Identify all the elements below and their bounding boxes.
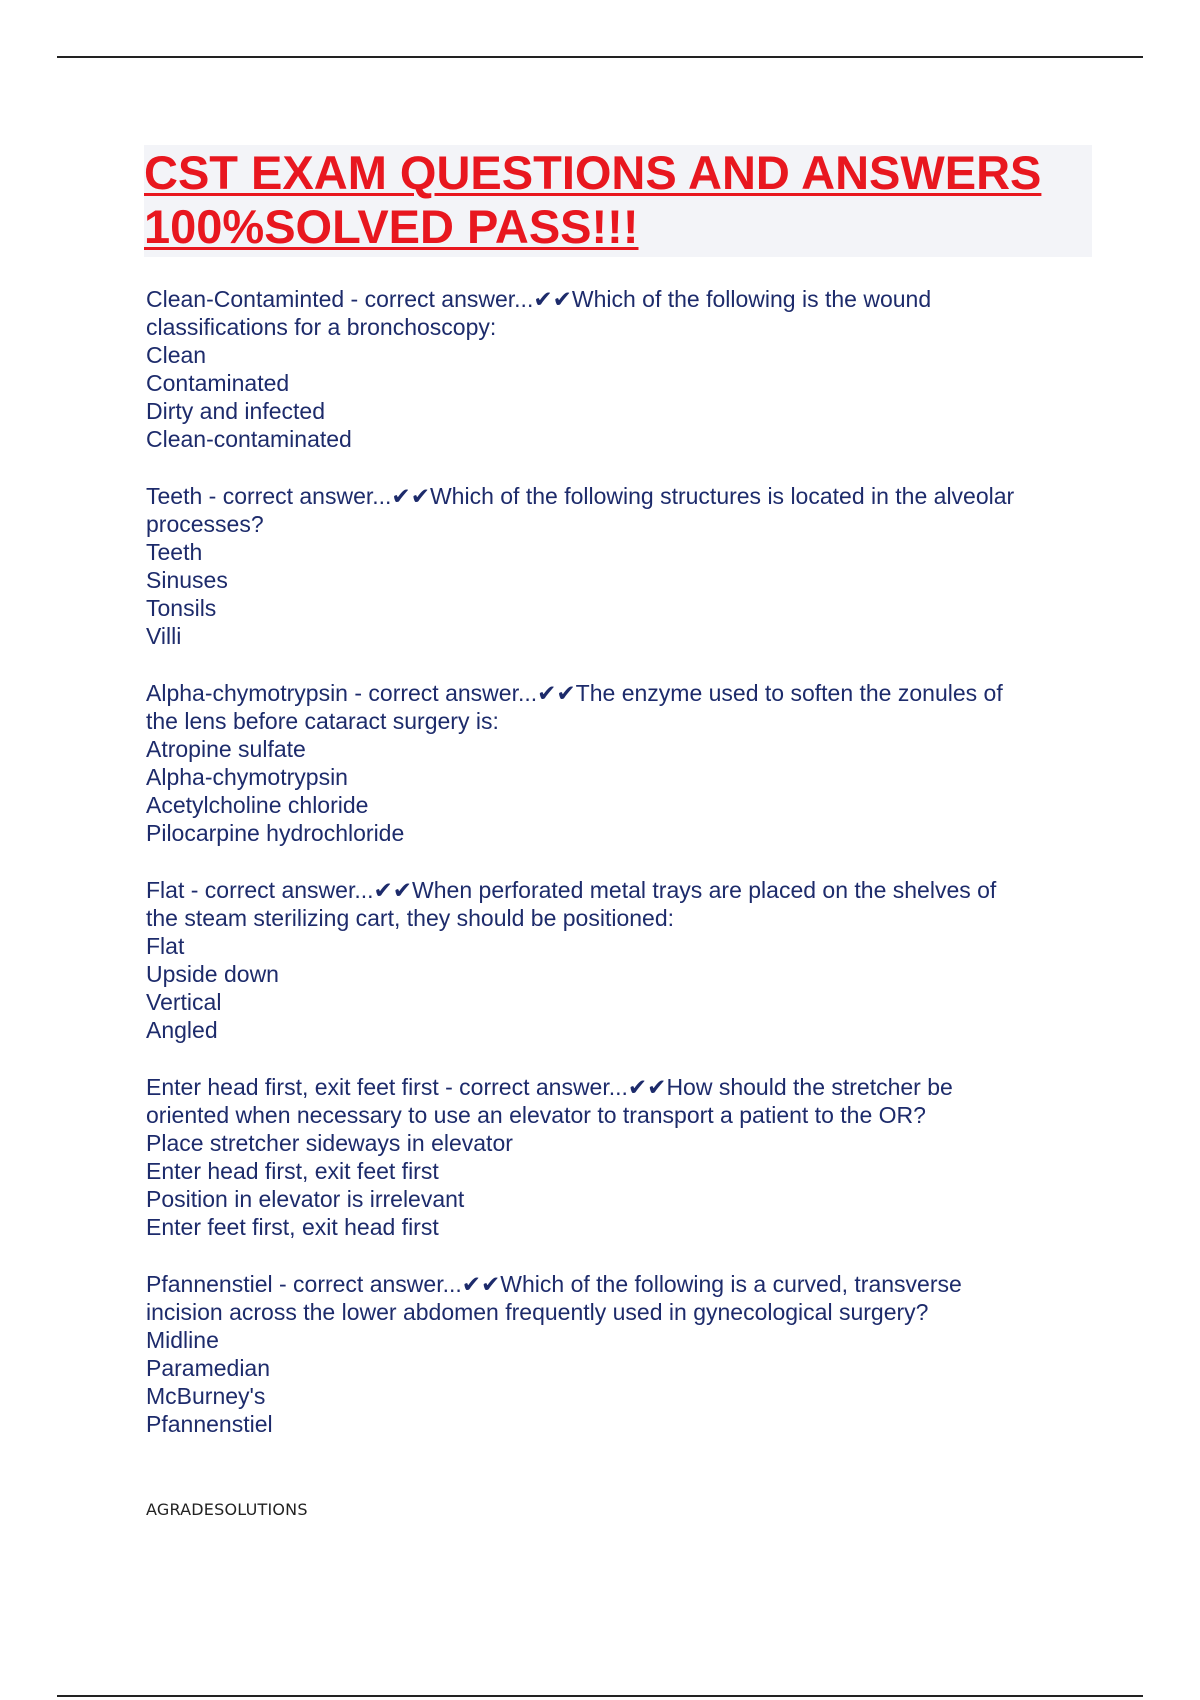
question-line: Clean-Contaminted - correct answer...✔✔Which of the following is the wound — [146, 286, 932, 312]
answer-option: Position in elevator is irrelevant — [146, 1186, 465, 1212]
question-line: classifications for a bronchoscopy: — [146, 314, 497, 340]
answer-option: Enter head first, exit feet first — [146, 1158, 439, 1184]
title-line-2: 100%SOLVED PASS!!! — [144, 200, 639, 253]
question-line: incision across the lower abdomen frequently used in gynecological surgery? — [146, 1299, 929, 1325]
question-line: the steam sterilizing cart, they should be positioned: — [146, 905, 675, 931]
qa-item — [146, 679, 1096, 847]
qa-item — [146, 285, 1096, 453]
answer-option: Vertical — [146, 989, 222, 1015]
answer-option: Villi — [146, 623, 182, 649]
question-line: Enter head first, exit feet first - correct answer...✔✔How should the stretcher be — [146, 1074, 953, 1100]
answer-option: Pfannenstiel — [146, 1411, 273, 1437]
answer-option: Flat — [146, 933, 185, 959]
document-title — [144, 145, 1092, 257]
answer-option: Clean-contaminated — [146, 426, 352, 452]
question-line: Flat - correct answer...✔✔When perforated metal trays are placed on the shelves of — [146, 877, 997, 903]
answer-option: Teeth — [146, 539, 203, 565]
qa-list — [146, 285, 1096, 1467]
answer-option: Upside down — [146, 961, 279, 987]
answer-option: Paramedian — [146, 1355, 271, 1381]
answer-option: Enter feet first, exit head first — [146, 1214, 439, 1240]
qa-item — [146, 1073, 1096, 1241]
answer-option: Tonsils — [146, 595, 217, 621]
answer-option: Pilocarpine hydrochloride — [146, 820, 405, 846]
answer-option: Alpha-chymotrypsin — [146, 764, 348, 790]
top-rule — [57, 56, 1143, 58]
answer-option: Place stretcher sideways in elevator — [146, 1130, 513, 1156]
question-line: oriented when necessary to use an elevator to transport a patient to the OR? — [146, 1102, 926, 1128]
question-line: Pfannenstiel - correct answer...✔✔Which of the following is a curved, transverse — [146, 1271, 962, 1297]
qa-item — [146, 1270, 1096, 1438]
title-line-1: CST EXAM QUESTIONS AND ANSWERS — [144, 146, 1042, 199]
answer-option: Atropine sulfate — [146, 736, 306, 762]
bottom-rule — [57, 1695, 1143, 1697]
question-line: Alpha-chymotrypsin - correct answer...✔✔The enzyme used to soften the zonules of — [146, 680, 1003, 706]
answer-option: Clean — [146, 342, 207, 368]
answer-option: McBurney's — [146, 1383, 266, 1409]
question-line: Teeth - correct answer...✔✔Which of the following structures is located in the alveolar — [146, 483, 1015, 509]
answer-option: Angled — [146, 1017, 218, 1043]
answer-option: Sinuses — [146, 567, 228, 593]
qa-item — [146, 876, 1096, 1044]
answer-option: Acetylcholine chloride — [146, 792, 369, 818]
question-line: the lens before cataract surgery is: — [146, 708, 499, 734]
answer-option: Dirty and infected — [146, 398, 325, 424]
question-line: processes? — [146, 511, 264, 537]
answer-option: Contaminated — [146, 370, 290, 396]
qa-item — [146, 482, 1096, 650]
footer-brand: AGRADESOLUTIONS — [146, 1500, 308, 1519]
answer-option: Midline — [146, 1327, 219, 1353]
